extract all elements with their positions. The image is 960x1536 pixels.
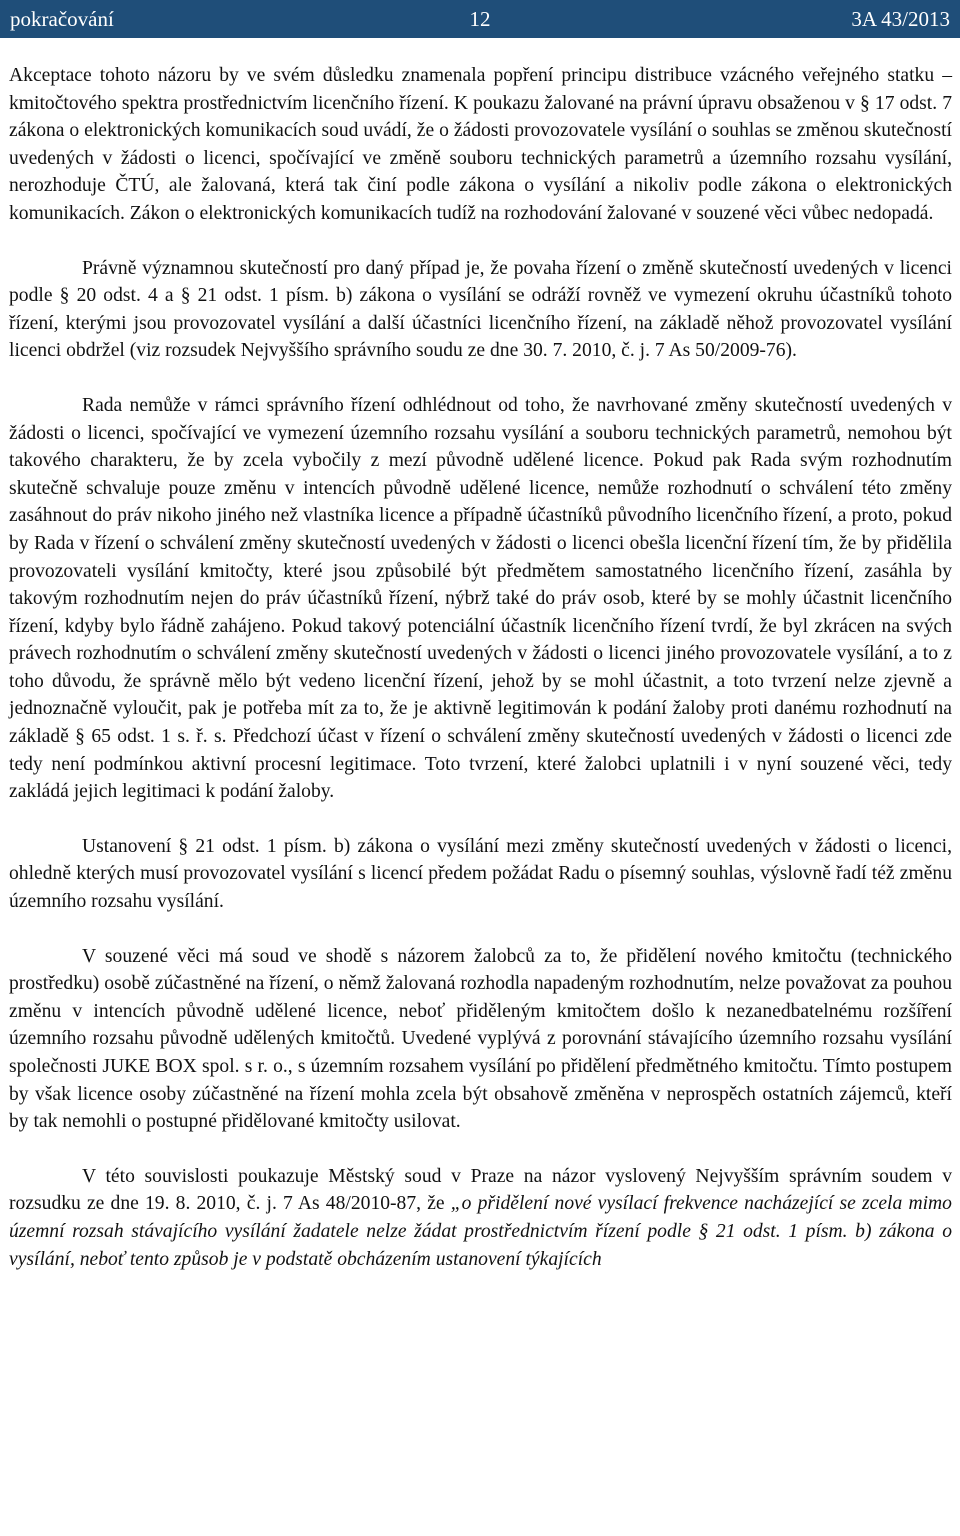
paragraph-3: Rada nemůže v rámci správního řízení odhlédnout od toho, že navrhované změny skutečností uvedených v žádosti o licenci, spočívající ve vymezení územního rozsahu vysílání a souboru technických parametrů, nemohou být takového charakteru, že by zcela vybočily z mezí původně udělené licence. Pokud pak Rada svým rozhodnutím skutečně schvaluje pouze změnu v intencích původně udělené licence, nemůže rozhodnutí o schválení této změny zasáhnout do práv nikoho jiného než vlastníka licence a případně účastníků původního licenčního řízení, a proto, pokud by Rada v řízení o schválení změny skutečností uvedených v žádosti o licenci obešla licenční řízení tím, že by přidělila provozovateli vysílání kmitočty, které jsou způsobilé být předmětem samostatného licenčního řízení, zasáhla by takovým rozhodnutím nejen do práv účastníků řízení, nýbrž také do práv osob, které by se mohly účastnit licenčního řízení, kdyby bylo řádně zahájeno. Pokud takový potenciální účastník licenčního řízení tvrdí, že byl zkrácen na svých právech rozhodnutím o schválení změny skutečností uvedených v žádosti o licenci jiného provozovatele vysílání, a to z toho důvodu, že správně mělo být vedeno licenční řízení, jehož by se mohl účastnit, a toto tvrzení nelze zjevně a jednoznačně vyloučit, pak je potřeba mít za to, že je aktivně legitimován k podání žaloby proti danému rozhodnutí na základě § 65 odst. 1 s. ř. s. Předchozí účast v řízení o schválení změny skutečností uvedených v žádosti o licenci zde tedy není podmínkou aktivní procesní legitimace. Toto tvrzení, které žalobci uplatnili i v nyní souzené věci, tedy zakládá jejich legitimaci k podání žaloby. bbox=[9, 394, 952, 803]
header-case-number: 3A 43/2013 bbox=[851, 6, 950, 31]
document-body bbox=[9, 38, 952, 1273]
paragraph-1: Akceptace tohoto názoru by ve svém důsledku znamenala popření principu distribuce vzácného veřejného statku – kmitočtového spektra prostřednictvím licenčního řízení. K poukazu žalované na právní úpravu obsaženou v § 17 odst. 7 zákona o elektronických komunikacích soud uvádí, že o žádosti provozovatele vysílání o souhlas se změnou skutečností uvedených v žádosti o licenci, spočívající ve změně souboru technických parametrů a územního rozsahu vysílání, nerozhoduje ČTÚ, ale žalovaná, která tak činí podle zákona o vysílání a nikoliv podle zákona o elektronických komunikacích. Zákon o elektronických komunikacích tudíž na rozhodování žalované v souzené věci vůbec nedopadá. bbox=[9, 65, 952, 224]
paragraph-6 bbox=[9, 1163, 952, 1273]
paragraph-4: Ustanovení § 21 odst. 1 písm. b) zákona o vysílání mezi změny skutečností uvedených v žádosti o licenci, ohledně kterých musí provozovatel vysílání s licencí předem požádat Radu o písemný souhlas, výslovně řadí též změnu územního rozsahu vysílání. bbox=[9, 835, 952, 913]
paragraph-6-quote: „o přidělení nové vysílací frekvence nacházející se zcela mimo územní rozsah stávajícího vysílání žadatele nelze žádat prostřednictvím řízení podle § 21 odst. 1 písm. b) zákona o vysílání, neboť tento způsob je v podstatě obcházením ustanovení týkajících bbox=[9, 1193, 952, 1270]
paragraph-5: V souzené věci má soud ve shodě s názorem žalobců za to, že přidělení nového kmitočtu (technického prostředku) osobě zúčastněné na řízení, o němž žalovaná rozhodla napadeným rozhodnutím, nelze považovat za pouhou změnu v intencích původně udělené licence, neboť přiděleným kmitočtem došlo k nezanedbatelnému rozšíření územního rozsahu původně udělených kmitočtů. Uvedené vyplývá z porovnání stávajícího územního rozsahu vysílání společnosti JUKE BOX spol. s r. o., s územním rozsahem vysílání po přidělení předmětného kmitočtu. Tímto postupem by však licence osoby zúčastněné na řízení mohla zcela být obsahově změněna v neprospěch ostatních zájemců, kteří by tak nemohli o postupné přidělované kmitočty usilovat. bbox=[9, 945, 952, 1133]
header-page-number: 12 bbox=[469, 6, 491, 31]
paragraph-6-text: V této souvislosti poukazuje Městský soud v Praze na názor vyslovený Nejvyšším správním soudem v rozsudku ze dne 19. 8. 2010, č. j. 7 As 48/2010-87, že bbox=[9, 1165, 952, 1215]
page-header bbox=[0, 0, 960, 38]
paragraph-2: Právně významnou skutečností pro daný případ je, že povaha řízení o změně skutečností uvedených v licenci podle § 20 odst. 4 a § 21 odst. 1 písm. b) zákona o vysílání se odráží rovněž ve vymezení okruhu účastníků tohoto řízení, kterými jsou provozovatel vysílání a další účastníci licenčního řízení, na základě něhož provozovatel vysílání licenci obdržel (viz rozsudek Nejvyššího správního soudu ze dne 30. 7. 2010, č. j. 7 As 50/2009-76). bbox=[9, 257, 952, 362]
header-left: pokračování bbox=[10, 6, 114, 31]
